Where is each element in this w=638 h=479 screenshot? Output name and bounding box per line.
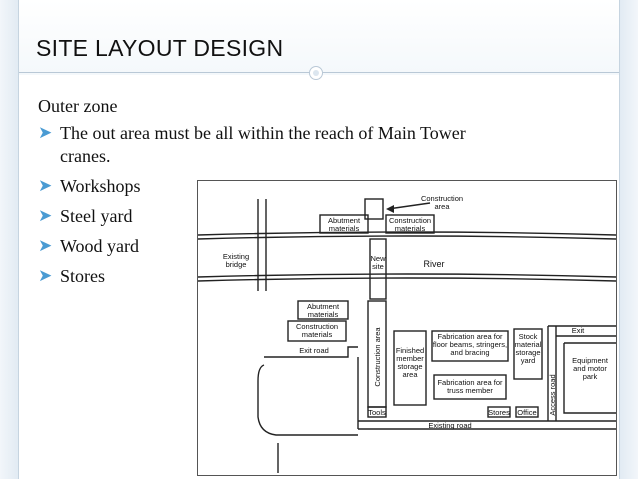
existing-road-label: Existing road: [428, 421, 472, 430]
existing-bridge-label: Existing: [222, 252, 250, 261]
tools-label: Tools: [368, 408, 386, 417]
abutment-mid-label: materials: [307, 310, 339, 319]
site-layout-svg: [198, 181, 616, 475]
new-site-label: New: [370, 254, 386, 263]
construction-materials-mid-label: materials: [301, 330, 333, 339]
equipment-label: park: [582, 372, 598, 381]
stock-material-label: Stock: [518, 332, 538, 341]
abutment-top-label: materials: [328, 224, 360, 233]
construction-materials-top-label: Construction: [388, 216, 432, 225]
construction-materials-mid-label: Construction: [295, 322, 339, 331]
river-bank-bottom-inner: [198, 278, 616, 281]
arrow-bullet-icon: ➤: [38, 266, 53, 286]
construction-area-top-label: Construction: [420, 194, 464, 203]
bullet-text: Workshops: [60, 176, 141, 196]
arrow-bullet-icon: ➤: [38, 123, 53, 143]
bullet-item: [38, 122, 508, 168]
construction-area-top-label: area: [434, 202, 450, 211]
exit-label: Exit: [571, 326, 585, 335]
bullet-text: Stores: [60, 266, 105, 286]
left-decor-bar: [0, 0, 18, 479]
site-layout-diagram: [197, 180, 617, 476]
finished-member-label: area: [402, 370, 418, 379]
fabrication-floor-label: Fabrication area for: [437, 332, 503, 341]
construction-area-vertical-label: Construction area: [373, 327, 382, 387]
finished-member-label: Finished: [395, 346, 425, 355]
existing-bridge-label: bridge: [225, 260, 247, 269]
right-decor-bar: [620, 0, 638, 479]
equipment-label: Equipment: [572, 356, 608, 365]
divider-ornament: [309, 66, 323, 80]
bullet-text: Steel yard: [60, 206, 133, 226]
stock-material-label: yard: [520, 356, 536, 365]
stock-material-label: material: [514, 340, 542, 349]
abutment-mid-label: Abutment: [306, 302, 340, 311]
construction-materials-top-label: materials: [394, 224, 426, 233]
arrow-bullet-icon: ➤: [38, 236, 53, 256]
fabrication-truss-label: truss member: [447, 386, 493, 395]
new-site-label: site: [372, 262, 384, 271]
abutment-top-label: Abutment: [327, 216, 361, 225]
arrow-bullet-icon: ➤: [38, 206, 53, 226]
subheading: Outer zone: [38, 96, 118, 116]
fabrication-floor-label: floor beams, stringers,: [432, 340, 508, 349]
river-bank-top-inner: [198, 236, 616, 239]
office-label: Office: [517, 408, 537, 417]
finished-member-label: storage: [397, 362, 423, 371]
exit-road-label: Exit road: [299, 346, 329, 355]
fabrication-truss-label: Fabrication area for: [437, 378, 503, 387]
bullet-text: The out area must be all within the reach of Main Tower cranes.: [60, 123, 466, 166]
fabrication-floor-label: and bracing: [450, 348, 490, 357]
stores-label: Stores: [488, 408, 510, 417]
slide-title: SITE LAYOUT DESIGN: [36, 35, 284, 61]
construction-area-arrow: [388, 203, 430, 209]
bullet-text: Wood yard: [60, 236, 140, 256]
river-bank-bottom: [198, 274, 616, 277]
stock-material-label: storage: [515, 348, 541, 357]
finished-member-label: member: [396, 354, 424, 363]
river-label: River: [423, 259, 445, 269]
arrow-bullet-icon: ➤: [38, 176, 53, 196]
access-road-label: Access road: [548, 374, 557, 416]
arrow-head-icon: [386, 205, 394, 213]
exit-road-lower: [258, 365, 358, 435]
right-decor-line: [619, 0, 620, 479]
equipment-label: and motor: [573, 364, 607, 373]
